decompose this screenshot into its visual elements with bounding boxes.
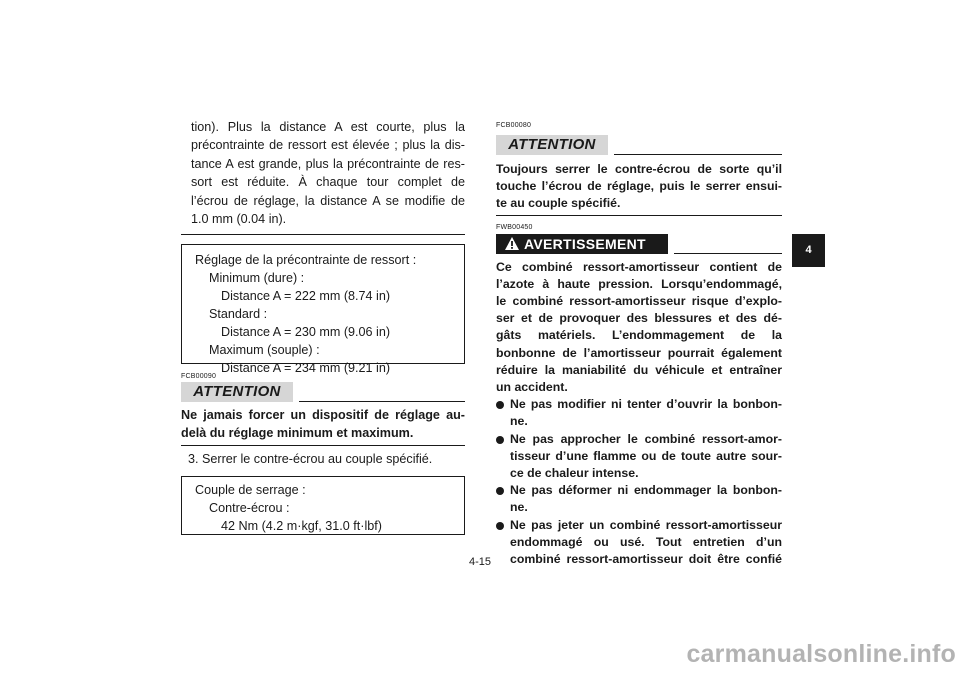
watermark: carmanualsonline.info (686, 640, 956, 668)
preload-spec-box (181, 244, 465, 375)
chapter-tab: 4 (792, 234, 825, 267)
warning-text (496, 259, 782, 569)
attention-rule (614, 154, 782, 155)
torque-spec-box (181, 476, 465, 535)
warning-line: réduire la maniabilité du véhicule et entraîner (496, 362, 782, 377)
warning-code: FWB00450 (496, 223, 533, 231)
attention-header (181, 382, 465, 402)
bullet-line: ne. (510, 500, 528, 515)
bullet-line: ce de chaleur intense. (510, 466, 639, 481)
bullet-icon (496, 401, 504, 409)
intro-line: l’écrou de réglage, la distance A se modifie de (191, 193, 465, 208)
bullet-line: Ne pas modifier ni tenter d’ouvrir la bonbon- (510, 397, 782, 412)
spec-max-value: Distance A = 234 mm (9.21 in) (221, 360, 391, 375)
warning-label: AVERTISSEMENT (524, 235, 646, 252)
spec-min-label: Minimum (dure) : (209, 271, 305, 286)
attention-text (496, 161, 782, 213)
page-number: 4-15 (468, 556, 492, 568)
left-column (181, 118, 465, 535)
step-3: 3. Serrer le contre-écrou au couple spécifié. (188, 451, 433, 466)
spec-title: Réglage de la précontrainte de ressort : (195, 253, 417, 268)
attention-bottom-rule (181, 445, 465, 446)
spec-min-value: Distance A = 222 mm (8.74 in) (221, 289, 391, 304)
right-column (496, 122, 782, 568)
warning-rule (674, 253, 782, 254)
warning-line: l’azote à haute pression. Lorsqu’endommagé, (496, 276, 782, 291)
attention-line: touche l’écrou de réglage, puis le serrer ensui- (496, 179, 782, 194)
intro-line: tion). Plus la distance A est courte, plus la (191, 120, 465, 134)
warning-line: le combiné ressort-amortisseur risque d’explo- (496, 294, 782, 309)
bullet-line: Ne pas jeter un combiné ressort-amortisseur (510, 517, 782, 532)
attention-code: FCB00090 (181, 373, 217, 381)
attention-line: Toujours serrer le contre-écrou de sorte qu’il (496, 162, 782, 176)
warning-header (496, 234, 782, 254)
bullet-icon (496, 522, 504, 530)
attention-label: ATTENTION (496, 135, 608, 155)
bullet-line: combiné ressort-amortisseur doit être confié (510, 552, 782, 567)
attention-line: delà du réglage minimum et maximum. (181, 425, 414, 440)
spec-max-label: Maximum (souple) : (209, 342, 320, 357)
list-item (496, 396, 782, 430)
intro-line: 1.0 mm (0.04 in). (191, 212, 287, 227)
list-item (496, 431, 782, 483)
intro-paragraph (191, 118, 465, 228)
attention-header (496, 135, 782, 155)
warning-line: gâts matériels. L’endommagement de la (496, 328, 782, 343)
spec-std-value: Distance A = 230 mm (9.06 in) (221, 325, 391, 340)
warning-triangle-icon (504, 236, 520, 251)
warning-line: Ce combiné ressort-amortisseur contient de (496, 259, 782, 274)
warning-line: ser et de provoquer des blessures et des dé- (496, 311, 782, 326)
intro-line: tance A est grande, plus la précontrainte de res- (191, 156, 465, 171)
attention-label: ATTENTION (181, 382, 293, 402)
bullet-line: endommagé ou usé. Tout entretien d’un (510, 534, 782, 549)
warning-line: un accident. (496, 380, 568, 395)
spec-std-label: Standard : (209, 307, 268, 322)
torque-item-value: 42 Nm (4.2 m·kgf, 31.0 ft·lbf) (221, 519, 382, 534)
intro-line: précontrainte de ressort est élevée ; plus la dis- (191, 138, 465, 153)
section-divider (181, 234, 465, 235)
bullet-icon (496, 487, 504, 495)
bullet-line: ne. (510, 414, 528, 429)
attention-bottom-rule (496, 215, 782, 216)
bullet-icon (496, 436, 504, 444)
intro-line: sort est réduite. À chaque tour complet de (191, 175, 465, 190)
bullet-line: Ne pas déformer ni endommager la bonbon- (510, 483, 782, 498)
bullet-line: Ne pas approcher le combiné ressort-amor- (510, 431, 782, 446)
torque-title: Couple de serrage : (195, 483, 306, 498)
bullet-line: tisseur d’une flamme ou de toute autre sour- (510, 448, 782, 463)
attention-line: Ne jamais forcer un dispositif de réglage au- (181, 408, 465, 423)
warning-tab (496, 234, 668, 254)
attention-rule (299, 401, 465, 402)
torque-item-label: Contre-écrou : (209, 501, 290, 516)
list-item (496, 517, 782, 569)
attention-text (181, 407, 465, 441)
warning-line: bonbonne de l’amortisseur pourrait également (496, 345, 782, 360)
attention-code: FCB00080 (496, 122, 532, 129)
attention-line: te au couple spécifié. (496, 196, 621, 211)
list-item (496, 482, 782, 516)
